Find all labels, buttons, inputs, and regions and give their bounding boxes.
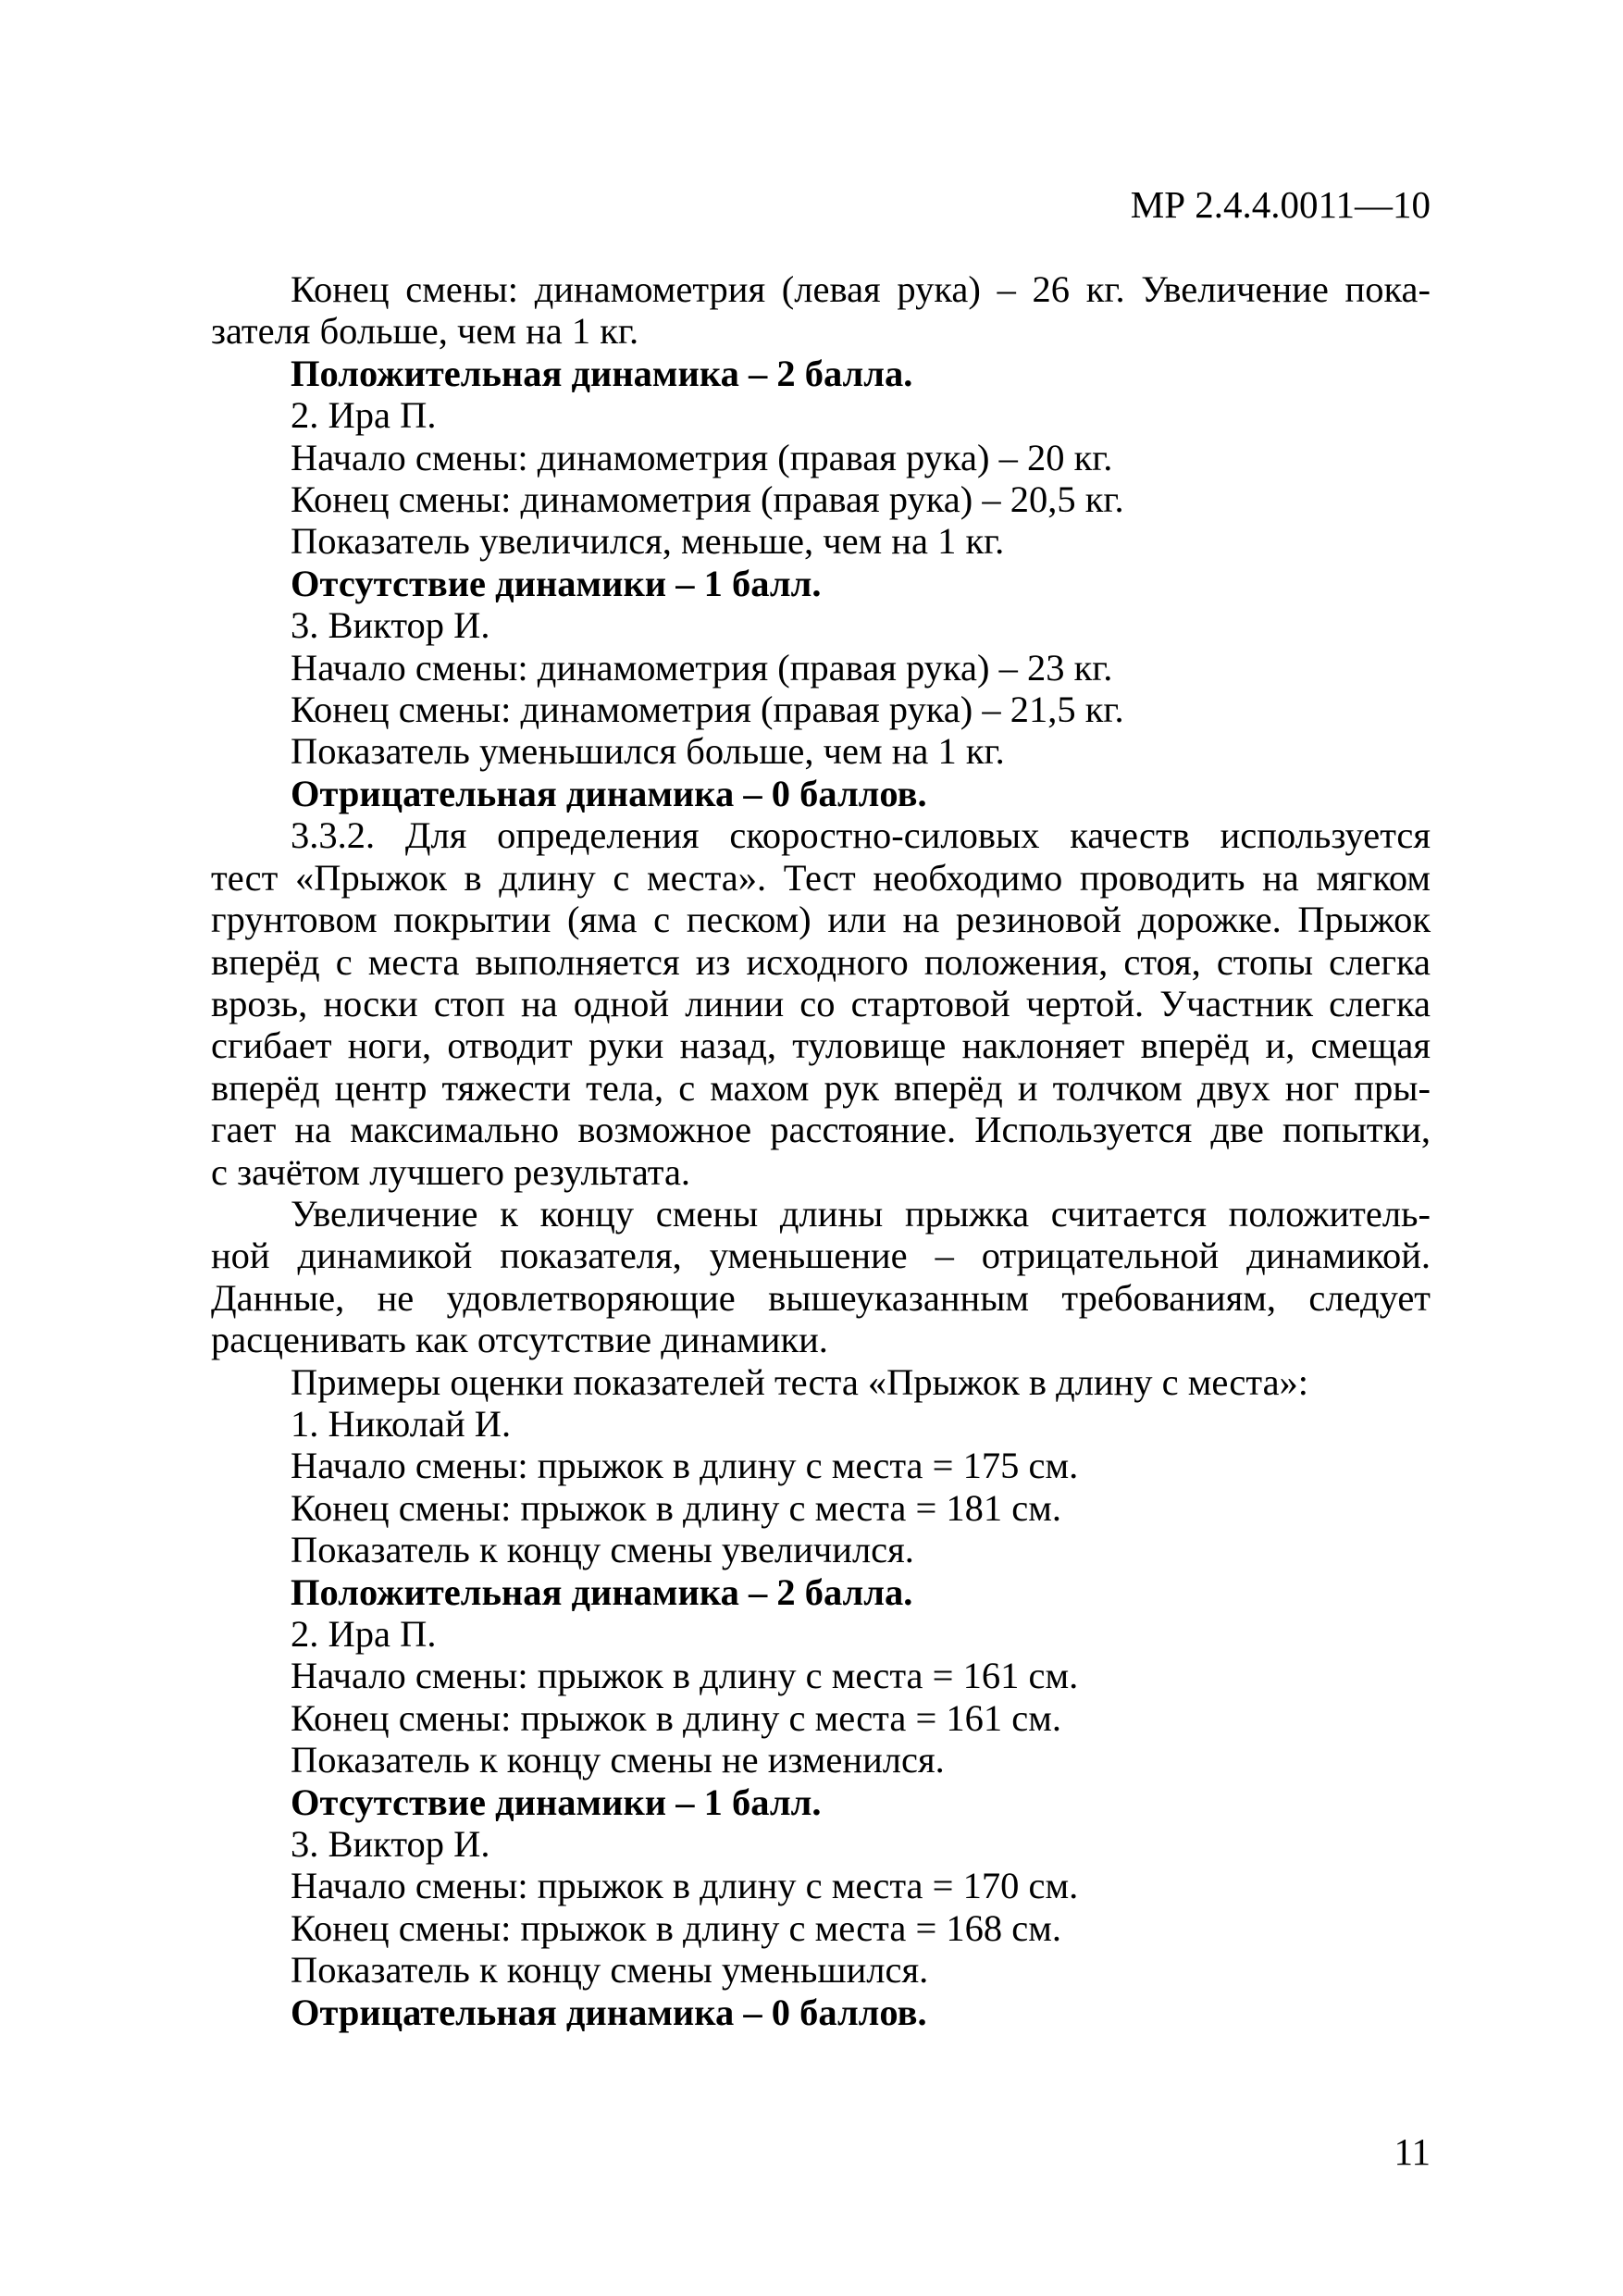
text-line: Конец смены: динамометрия (правая рука) – 21,5 кг.: [291, 689, 1124, 731]
example-name: 2. Ира П.: [291, 1613, 437, 1655]
text-line: Показатель к концу смены уменьшился.: [291, 1949, 929, 1992]
text-line: Начало смены: динамометрия (правая рука) – 23 кг.: [291, 646, 1113, 689]
paragraph-line: грунтовом покрытии (яма с песком) или на резиновой дорожке. Прыжок: [211, 899, 1431, 941]
text-line: Конец смены: прыжок в длину с места = 168 см.: [291, 1906, 1062, 1949]
text-line: Конец смены: динамометрия (правая рука) – 20,5 кг.: [291, 478, 1124, 521]
text-line: Конец смены: прыжок в длину с места = 181 см.: [291, 1486, 1062, 1529]
paragraph-line: гает на максимально возможное расстояние. Используется две попытки,: [211, 1109, 1431, 1151]
text-line: Показатель уменьшился больше, чем на 1 кг.: [291, 730, 1005, 773]
result-heading: Отрицательная динамика – 0 баллов.: [291, 772, 927, 814]
example-name: 3. Виктор И.: [291, 1823, 490, 1866]
result-heading: Отсутствие динамики – 1 балл.: [291, 562, 822, 604]
example-name: 3. Виктор И.: [291, 604, 490, 647]
text-line: Конец смены: прыжок в длину с места = 161 см.: [291, 1696, 1062, 1739]
paragraph-line: тест «Прыжок в длину с места». Тест необходимо проводить на мягком: [211, 856, 1431, 899]
paragraph-line: сгибает ноги, отводит руки назад, туловище наклоняет вперёд и, смещая: [211, 1024, 1431, 1067]
result-heading: Отсутствие динамики – 1 балл.: [291, 1781, 822, 1823]
text-line: Начало смены: динамометрия (правая рука) – 20 кг.: [291, 436, 1113, 478]
result-heading: Положительная динамика – 2 балла.: [291, 1570, 913, 1613]
text-line: Показатель к концу смены не изменился.: [291, 1739, 945, 1781]
text-line: Конец смены: динамометрия (левая рука) – 26 кг. Увеличение пока-: [291, 268, 1431, 310]
text-line: Примеры оценки показателей теста «Прыжок в длину с места»:: [291, 1360, 1309, 1403]
text-line: зателя больше, чем на 1 кг.: [211, 310, 639, 353]
text-line: Начало смены: прыжок в длину с места = 175 см.: [291, 1445, 1079, 1487]
text-line: Показатель к концу смены увеличился.: [291, 1529, 914, 1571]
text-line: Начало смены: прыжок в длину с места = 170 см.: [291, 1865, 1079, 1907]
paragraph-line: врозь, носки стоп на одной линии со стартовой чертой. Участник слегка: [211, 982, 1431, 1024]
paragraph-line: Увеличение к концу смены длины прыжка считается положитель-: [291, 1192, 1431, 1235]
paragraph-line: с зачётом лучшего результата.: [211, 1150, 691, 1193]
document-code: МР 2.4.4.0011—10: [1130, 183, 1431, 226]
example-name: 2. Ира П.: [291, 394, 437, 437]
page-body: [211, 268, 1431, 2033]
text-line: Показатель увеличился, меньше, чем на 1 кг.: [291, 520, 1005, 563]
result-heading: Положительная динамика – 2 балла.: [291, 352, 913, 394]
result-heading: Отрицательная динамика – 0 баллов.: [291, 1991, 927, 2033]
paragraph-line: вперёд центр тяжести тела, с махом рук вперёд и толчком двух ног пры-: [211, 1066, 1431, 1109]
page-number: 11: [1394, 2130, 1431, 2173]
paragraph-line: Данные, не удовлетворяющие вышеуказанным требованиям, следует: [211, 1276, 1431, 1319]
paragraph-line: 3.3.2. Для определения скоростно-силовых качеств используется: [291, 814, 1431, 857]
paragraph-line: вперёд с места выполняется из исходного положения, стоя, стопы слегка: [211, 940, 1431, 983]
paragraph-line: расценивать как отсутствие динамики.: [211, 1319, 828, 1361]
example-name: 1. Николай И.: [291, 1402, 512, 1445]
text-line: Начало смены: прыжок в длину с места = 161 см.: [291, 1655, 1079, 1697]
paragraph-line: ной динамикой показателя, уменьшение – отрицательной динамикой.: [211, 1235, 1431, 1277]
